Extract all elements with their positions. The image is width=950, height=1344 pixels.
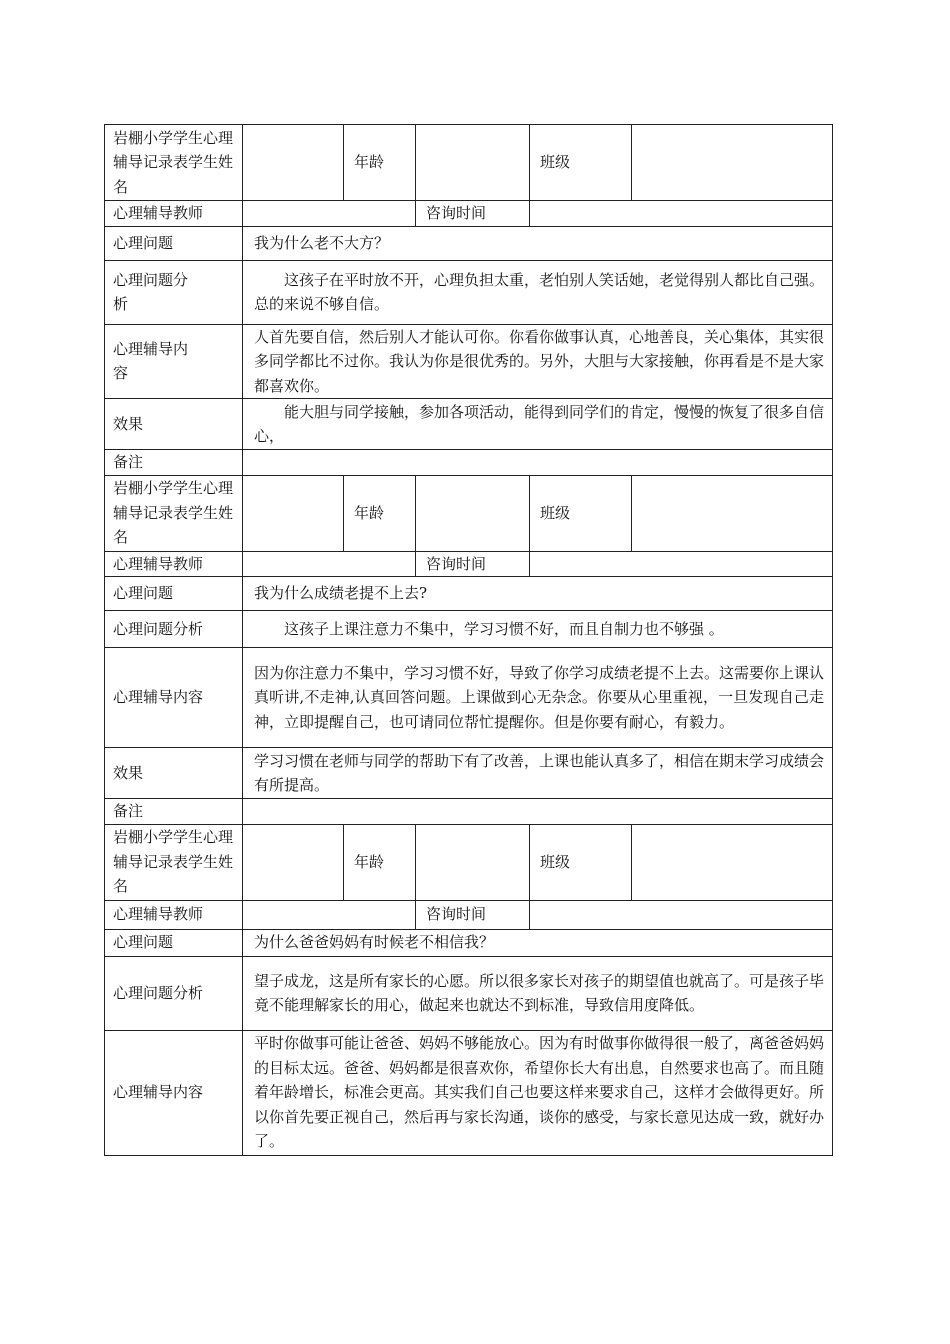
record-3-analysis-text: 望子成龙，这是所有家长的心愿。所以很多家长对孩子的期望值也就高了。可是孩子毕竟不能理解家长的用心，做起来也就达不到标准，导致信用度降低。 — [243, 956, 833, 1030]
record-1-effect-label: 效果 — [105, 399, 243, 450]
record-1-analysis-text: 这孩子在平时放不开，心理负担太重，老怕别人笑话她，老觉得别人都比自己强。总的来说不够自信。 — [243, 260, 833, 324]
record-3-teacher-cell — [243, 900, 416, 929]
record-1-class-label: 班级 — [530, 125, 632, 201]
record-3-content-row — [105, 1030, 833, 1155]
record-2-remark-row — [105, 799, 833, 825]
record-1-header-row — [105, 125, 833, 201]
record-3-class-label: 班级 — [530, 824, 632, 900]
record-2-content-text: 因为你注意力不集中，学习习惯不好，导致了你学习成绩老提不上去。这需要你上课认真听讲,不走神,认真回答问题。上课做到心无杂念。你要从心里重视，一旦发现自己走神，立即提醒自己，也可请同位帮忙提醒你。但是你要有耐心，有毅力。 — [243, 648, 833, 748]
record-2-content-label: 心理辅导内容 — [105, 648, 243, 748]
record-2-problem-text: 我为什么成绩老提不上去? — [243, 577, 833, 611]
record-1-remark-row — [105, 450, 833, 476]
record-1-teacher-label: 心理辅导教师 — [105, 201, 243, 227]
record-3-problem-label: 心理问题 — [105, 929, 243, 956]
record-3-header-row — [105, 824, 833, 900]
record-1-class-cell — [632, 125, 833, 201]
record-2-analysis-text: 这孩子上课注意力不集中，学习习惯不好，而且自制力也不够强 。 — [243, 611, 833, 648]
record-3-analysis-label: 心理问题分析 — [105, 956, 243, 1030]
record-2-class-label: 班级 — [530, 475, 632, 551]
record-2-student-name-cell — [243, 475, 344, 551]
record-2-teacher-label: 心理辅导教师 — [105, 551, 243, 577]
record-3-age-cell — [416, 824, 530, 900]
record-3-age-label: 年龄 — [344, 824, 416, 900]
record-1-problem-label: 心理问题 — [105, 226, 243, 260]
record-forms — [104, 124, 832, 1156]
record-3-title-student-name-label: 岩棚小学学生心理辅导记录表学生姓名 — [105, 824, 243, 900]
record-2-time-label: 咨询时间 — [416, 551, 530, 577]
record-2-teacher-row — [105, 551, 833, 577]
record-2-age-label: 年龄 — [344, 475, 416, 551]
record-2-analysis-label: 心理问题分析 — [105, 611, 243, 648]
record-1-title-student-name-label: 岩棚小学学生心理辅导记录表学生姓名 — [105, 125, 243, 201]
record-2-teacher-cell — [243, 551, 416, 577]
record-2-age-cell — [416, 475, 530, 551]
record-1-analysis-row — [105, 260, 833, 324]
record-1-content-text: 人首先要自信，然后别人才能认可你。你看你做事认真，心地善良，关心集体，其实很多同学都比不过你。我认为你是很优秀的。另外，大胆与大家接触，你再看是不是大家都喜欢你。 — [243, 324, 833, 399]
record-2-class-cell — [632, 475, 833, 551]
record-3-content-label: 心理辅导内容 — [105, 1030, 243, 1155]
record-1-content-label: 心理辅导内容 — [105, 324, 243, 399]
record-2-time-cell — [530, 551, 833, 577]
record-3-problem-text: 为什么爸爸妈妈有时候老不相信我？ — [243, 929, 833, 956]
record-1-age-label: 年龄 — [344, 125, 416, 201]
record-2-analysis-row — [105, 611, 833, 648]
record-2-effect-text: 学习习惯在老师与同学的帮助下有了改善，上课也能认真多了，相信在期末学习成绩会有所提高。 — [243, 748, 833, 799]
record-1-effect-row — [105, 399, 833, 450]
record-3-content-text: 平时你做事可能让爸爸、妈妈不够能放心。因为有时做事你做得很一般了，离爸爸妈妈的目标太远。爸爸、妈妈都是很喜欢你，希望你长大有出息，自然要求也高了。而且随着年龄增长，标准会更高。其实我们自己也要这样来要求自己，这样才会做得更好。所以你首先要正视自己，然后再与家长沟通，谈你的感受，与家长意见达成一致，就好办了。 — [243, 1030, 833, 1155]
record-1-remark-cell — [243, 450, 833, 476]
record-1-content-row — [105, 324, 833, 399]
record-2-content-row — [105, 648, 833, 748]
record-2-problem-row — [105, 577, 833, 611]
record-1-problem-row — [105, 226, 833, 260]
record-2-header-row — [105, 475, 833, 551]
record-2-remark-cell — [243, 799, 833, 825]
record-3-analysis-row — [105, 956, 833, 1030]
record-1-time-label: 咨询时间 — [416, 201, 530, 227]
record-1-time-cell — [530, 201, 833, 227]
record-1-teacher-row — [105, 201, 833, 227]
record-3-teacher-label: 心理辅导教师 — [105, 900, 243, 929]
record-3-time-cell — [530, 900, 833, 929]
record-1-teacher-cell — [243, 201, 416, 227]
record-2-title-student-name-label: 岩棚小学学生心理辅导记录表学生姓名 — [105, 475, 243, 551]
counseling-record-table — [104, 124, 833, 1156]
record-3-time-label: 咨询时间 — [416, 900, 530, 929]
record-3-student-name-cell — [243, 824, 344, 900]
record-1-problem-text: 我为什么老不大方？ — [243, 226, 833, 260]
record-3-teacher-row — [105, 900, 833, 929]
record-2-effect-label: 效果 — [105, 748, 243, 799]
record-1-analysis-label: 心理问题分析 — [105, 260, 243, 324]
record-2-problem-label: 心理问题 — [105, 577, 243, 611]
record-2-remark-label: 备注 — [105, 799, 243, 825]
record-3-problem-row — [105, 929, 833, 956]
record-1-age-cell — [416, 125, 530, 201]
record-2-effect-row — [105, 748, 833, 799]
record-1-effect-text: 能大胆与同学接触，参加各项活动，能得到同学们的肯定，慢慢的恢复了很多自信心， — [243, 399, 833, 450]
record-1-remark-label: 备注 — [105, 450, 243, 476]
record-1-student-name-cell — [243, 125, 344, 201]
record-3-class-cell — [632, 824, 833, 900]
